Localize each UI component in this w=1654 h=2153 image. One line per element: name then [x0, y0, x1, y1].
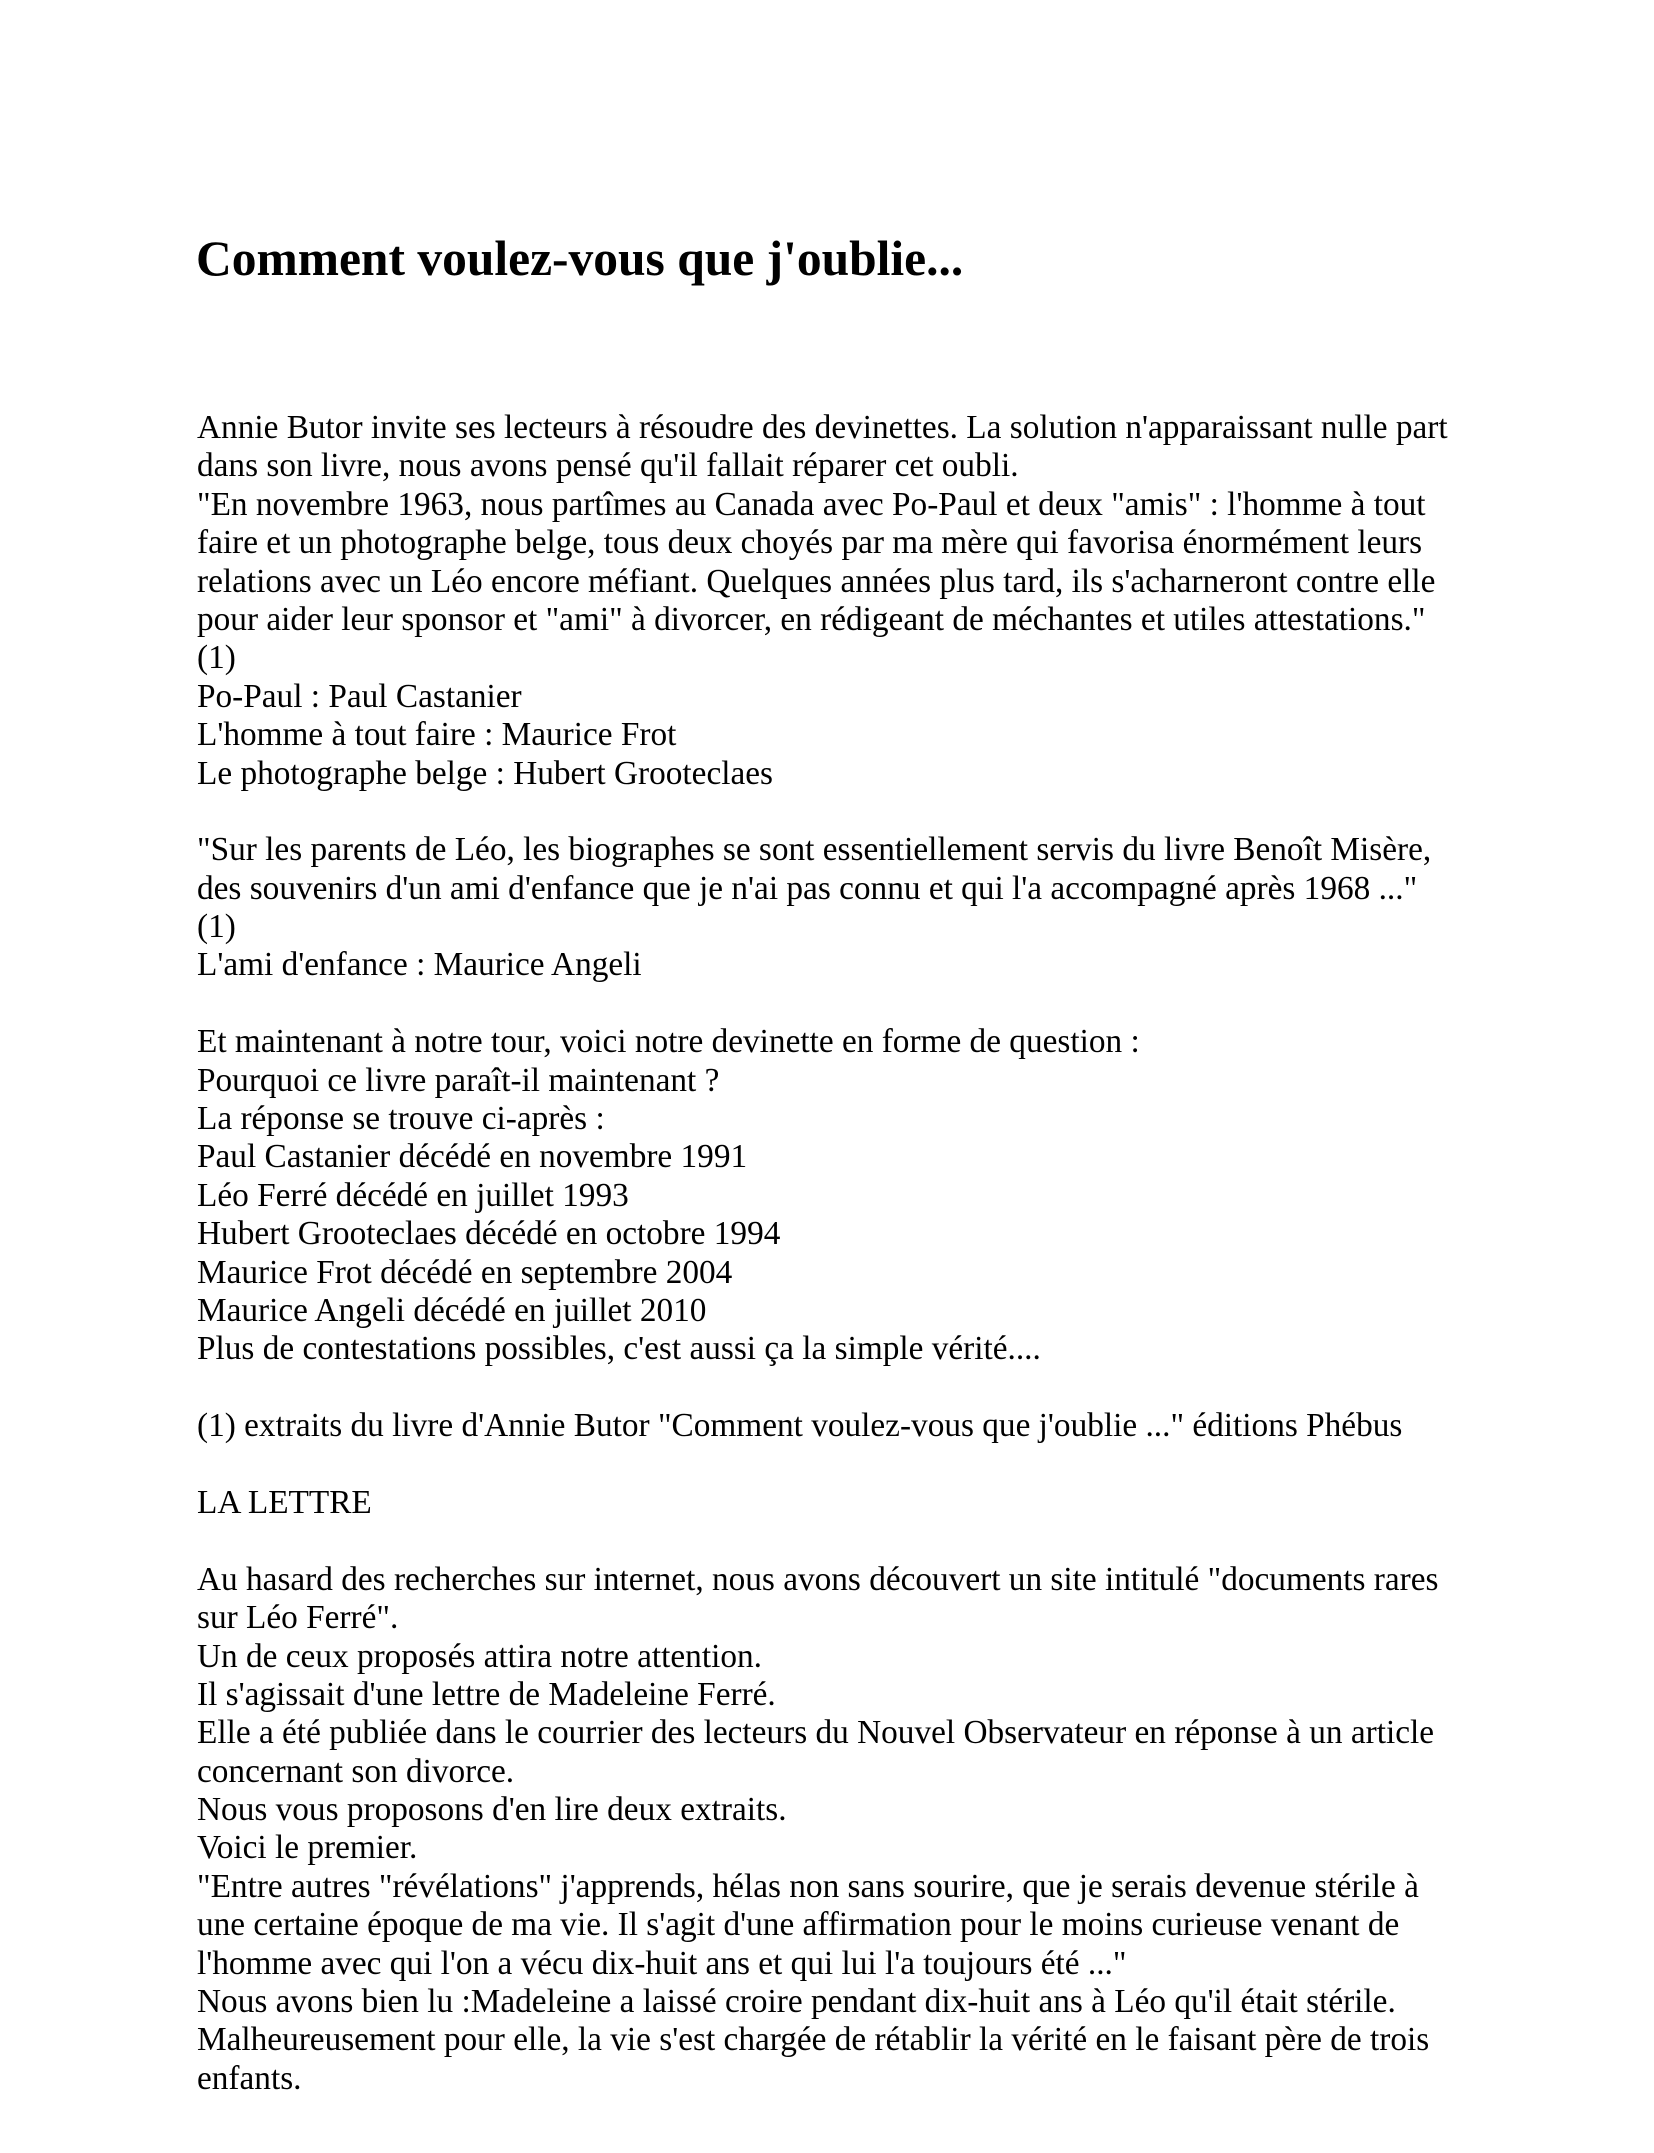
text-line: concernant son divorce.: [197, 1752, 515, 1790]
text-line: Il s'agissait d'une lettre de Madeleine Ferré.: [197, 1675, 776, 1713]
text-line: des souvenirs d'un ami d'enfance que je n'ai pas connu et qui l'a accompagné après 1968 ...": [197, 869, 1418, 907]
text-line: faire et un photographe belge, tous deux choyés par ma mère qui favorisa énormément leurs: [197, 524, 1423, 562]
text-line: [197, 1369, 1448, 1407]
text-line: Elle a été publiée dans le courrier des lecteurs du Nouvel Observateur en réponse à un article: [197, 1714, 1435, 1752]
text-line: [197, 1446, 1448, 1484]
text-line: Un de ceux proposés attira notre attention.: [197, 1637, 762, 1675]
text-line: dans son livre, nous avons pensé qu'il fallait réparer cet oubli.: [197, 447, 1019, 485]
text-line: (1) extraits du livre d'Annie Butor "Comment voulez-vous que j'oublie ..." éditions Phébus: [197, 1407, 1403, 1445]
text-line: "Entre autres "révélations" j'apprends, hélas non sans sourire, que je serais devenue stérile à: [197, 1867, 1419, 1905]
text-line: La réponse se trouve ci-après :: [197, 1100, 605, 1138]
text-line: [197, 793, 1448, 831]
text-line: Léo Ferré décédé en juillet 1993: [197, 1176, 629, 1214]
text-line: l'homme avec qui l'on a vécu dix-huit ans et qui lui l'a toujours été ...": [197, 1944, 1127, 1982]
text-line: Nous avons bien lu :Madeleine a laissé croire pendant dix-huit ans à Léo qu'il était stérile.: [197, 1983, 1396, 2021]
text-line: [197, 1522, 1448, 1560]
text-line: sur Léo Ferré".: [197, 1599, 399, 1637]
text-line: Annie Butor invite ses lecteurs à résoudre des devinettes. La solution n'apparaissant nulle part: [197, 409, 1448, 446]
text-line: Po-Paul : Paul Castanier: [197, 677, 522, 715]
text-line: "Sur les parents de Léo, les biographes se sont essentiellement servis du livre Benoît Misère,: [197, 831, 1432, 869]
text-line: Et maintenant à notre tour, voici notre devinette en forme de question :: [197, 1023, 1140, 1061]
text-line: Voici le premier.: [197, 1829, 418, 1867]
text-line: pour aider leur sponsor et "ami" à divorcer, en rédigeant de méchantes et utiles attestations.": [197, 600, 1426, 638]
text-line: Paul Castanier décédé en novembre 1991: [197, 1138, 748, 1176]
text-line: Maurice Frot décédé en septembre 2004: [197, 1253, 733, 1291]
text-line: Le photographe belge : Hubert Grooteclaes: [197, 754, 773, 792]
text-line: Plus de contestations possibles, c'est aussi ça la simple vérité....: [197, 1330, 1041, 1368]
text-line: LA LETTRE: [197, 1483, 372, 1521]
text-line: enfants.: [197, 2059, 302, 2097]
document-body: [197, 409, 1448, 2098]
text-line: (1): [197, 908, 236, 946]
text-line: (1): [197, 639, 236, 677]
text-line: Malheureusement pour elle, la vie s'est chargée de rétablir la vérité en le faisant père de trois: [197, 2021, 1430, 2059]
text-line: Pourquoi ce livre paraît-il maintenant ?: [197, 1061, 720, 1099]
text-line: [197, 985, 1448, 1023]
text-line: une certaine époque de ma vie. Il s'agit d'une affirmation pour le moins curieuse venant de: [197, 1906, 1400, 1944]
text-line: relations avec un Léo encore méfiant. Quelques années plus tard, ils s'acharneront contre elle: [197, 562, 1436, 600]
text-line: Hubert Grooteclaes décédé en octobre 1994: [197, 1215, 781, 1253]
document-title: Comment voulez-vous que j'oublie...: [196, 231, 964, 287]
text-line: L'ami d'enfance : Maurice Angeli: [197, 946, 642, 984]
text-line: L'homme à tout faire : Maurice Frot: [197, 716, 677, 754]
text-line: Maurice Angeli décédé en juillet 2010: [197, 1291, 707, 1329]
text-line: Nous vous proposons d'en lire deux extraits.: [197, 1791, 787, 1829]
text-line: "En novembre 1963, nous partîmes au Canada avec Po-Paul et deux "amis" : l'homme à tout: [197, 485, 1426, 523]
text-line: Au hasard des recherches sur internet, nous avons découvert un site intitulé "documents rares: [197, 1560, 1439, 1598]
